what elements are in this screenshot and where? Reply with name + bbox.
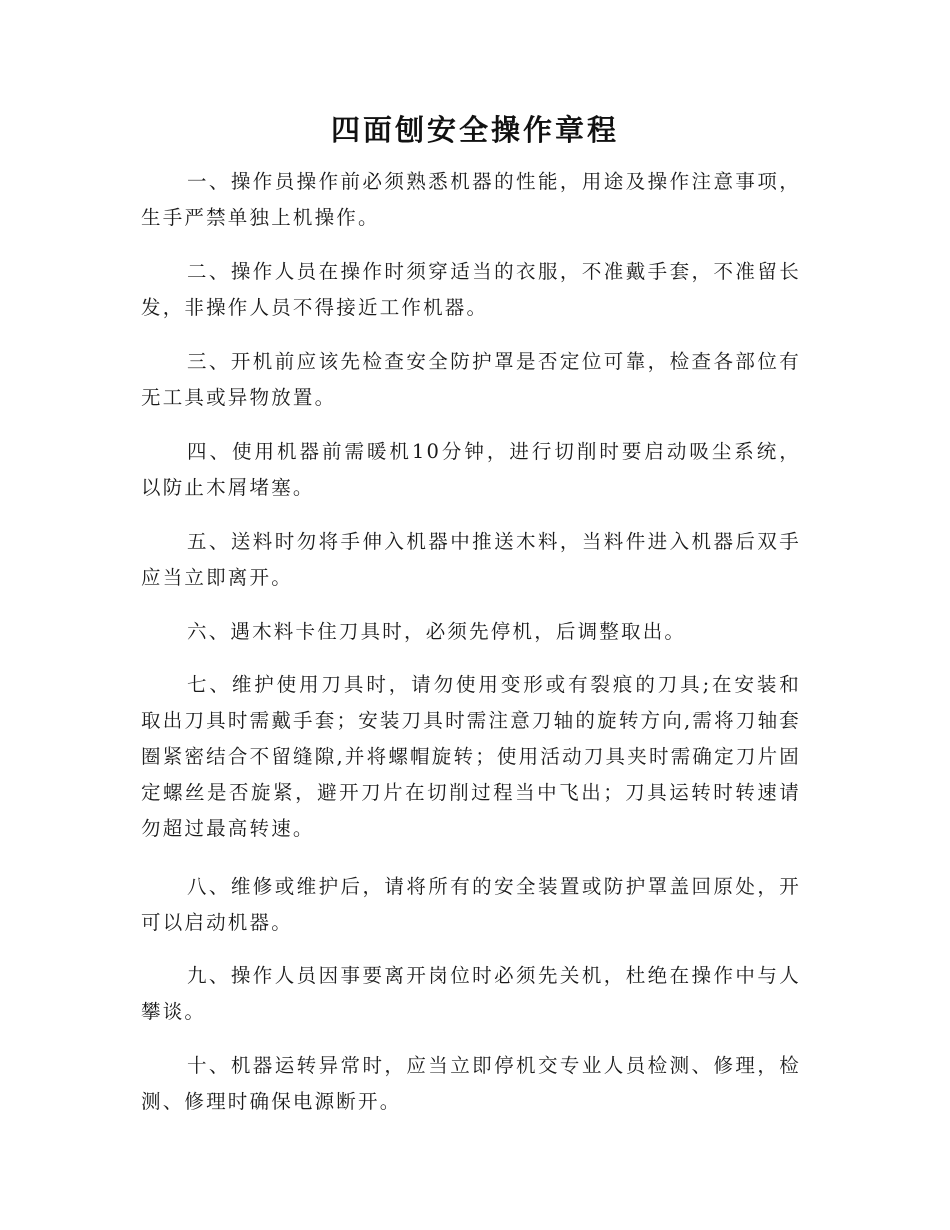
paragraph-4: 四、使用机器前需暖机10分钟，进行切削时要启动吸尘系统，以防止木屑堵塞。 (141, 440, 801, 499)
paragraph-6: 六、遇木料卡住刀具时，必须先停机，后调整取出。 (187, 620, 687, 643)
paragraph-10: 十、机器运转异常时，应当立即停机交专业人员检测、修理，检测、修理时确保电源断开。 (141, 1054, 801, 1113)
paragraph-8: 八、维修或维护后，请将所有的安全装置或防护罩盖回原处，开可以启动机器。 (141, 875, 801, 934)
paragraph-3: 三、开机前应该先检查安全防护罩是否定位可靠，检查各部位有无工具或异物放置。 (141, 350, 801, 409)
paragraph-2: 二、操作人员在操作时须穿适当的衣服，不准戴手套，不准留长发，非操作人员不得接近工作机器。 (141, 260, 801, 319)
document-title: 四面刨安全操作章程 (330, 113, 619, 147)
paragraph-1: 一、操作员操作前必须熟悉机器的性能，用途及操作注意事项，生手严禁单独上机操作。 (141, 170, 801, 229)
paragraph-9: 九、操作人员因事要离开岗位时必须先关机，杜绝在操作中与人攀谈。 (141, 964, 801, 1023)
paragraph-7: 七、维护使用刀具时，请勿使用变形或有裂痕的刀具;在安装和取出刀具时需戴手套；安装刀具时需注意刀轴的旋转方向,需将刀轴套圈紧密结合不留缝隙,并将螺帽旋转；使用活动刀具夹时需确定刀片固定螺丝是否旋紧，避开刀片在切削过程当中飞出；刀具运转时转速请勿超过最高转速。 (141, 673, 801, 840)
paragraph-5: 五、送料时勿将手伸入机器中推送木料，当料件进入机器后双手应当立即离开。 (141, 530, 801, 589)
